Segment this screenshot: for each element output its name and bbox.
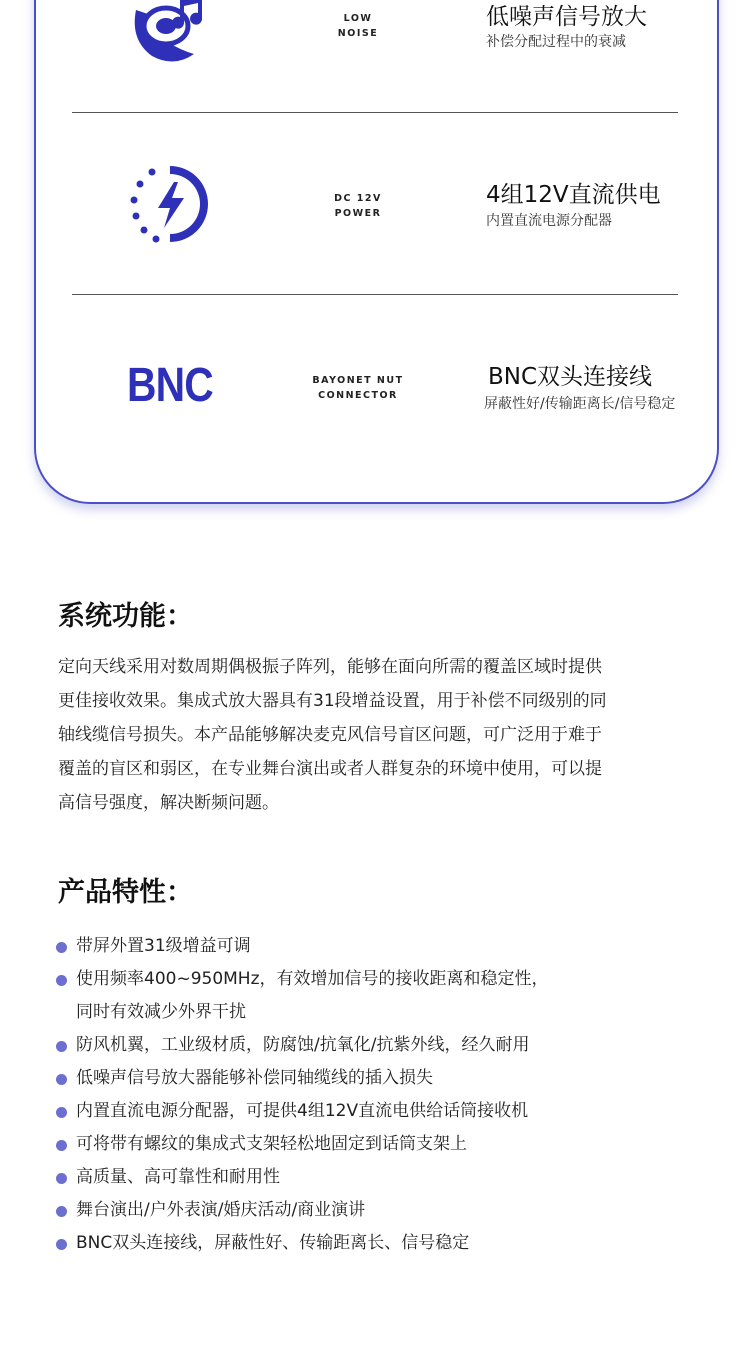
dc-power-label: [290, 191, 426, 221]
list-item: [56, 1227, 716, 1260]
list-item: [56, 1029, 716, 1062]
divider: [72, 294, 678, 295]
feature-text: BNC双头连接线，屏蔽性好、传输距离长、信号稳定: [76, 1233, 470, 1253]
feature-text: 带屏外置31级增益可调: [76, 936, 251, 956]
feature-text: 高质量、高可靠性和耐用性: [76, 1167, 280, 1187]
bullet-dot: [56, 1173, 67, 1184]
list-item: [56, 1062, 716, 1095]
feature-text: 舞台演出/户外表演/婚庆活动/商业演讲: [76, 1200, 366, 1220]
bullet-dot: [56, 1239, 67, 1250]
spec-title: 4组12V直流供电: [486, 182, 661, 208]
list-item: [56, 1128, 716, 1161]
paragraph-line: 更佳接收效果。集成式放大器具有31段增益设置，用于补偿不同级别的同: [58, 691, 607, 711]
bullet-dot: [56, 1107, 67, 1118]
feature-text: 低噪声信号放大器能够补偿同轴缆线的插入损失: [76, 1068, 433, 1088]
paragraph-line: 覆盖的盲区和弱区，在专业舞台演出或者人群复杂的环境中使用，可以提: [58, 759, 602, 779]
feature-text: 防风机翼，工业级材质，防腐蚀/抗氧化/抗紫外线，经久耐用: [76, 1035, 530, 1055]
list-item: [56, 1194, 716, 1227]
bullet-dot: [56, 975, 67, 986]
bullet-dot: [56, 1140, 67, 1151]
bullet-dot: [56, 942, 67, 953]
features-list: [56, 930, 716, 1260]
paragraph-line: 定向天线采用对数周期偶极振子阵列，能够在面向所需的覆盖区域时提供: [58, 657, 602, 677]
system-paragraph: [58, 650, 698, 820]
spec-subtitle: 补偿分配过程中的衰减: [486, 34, 626, 50]
feature-text: 可将带有螺纹的集成式支架轻松地固定到话筒支架上: [76, 1134, 467, 1154]
power-bolt-icon: [122, 156, 222, 256]
mid-line1: DC 12V: [334, 193, 382, 204]
list-item: [56, 963, 716, 996]
bnc-icon: BNC: [127, 359, 213, 412]
divider: [72, 112, 678, 113]
spec-subtitle: 屏蔽性好/传输距离长/信号稳定: [484, 396, 676, 412]
speaker-note-icon: [122, 0, 222, 70]
feature-text: 内置直流电源分配器，可提供4组12V直流电供给话筒接收机: [76, 1101, 529, 1121]
mid-line2: NOISE: [337, 28, 379, 39]
feature-text: 同时有效减少外界干扰: [76, 1002, 246, 1022]
paragraph-line: 高信号强度，解决断频问题。: [58, 793, 279, 813]
list-item: [56, 1095, 716, 1128]
spec-subtitle: 内置直流电源分配器: [486, 213, 612, 229]
mid-line2: POWER: [334, 208, 382, 219]
bullet-dot: [56, 1206, 67, 1217]
spec-title: BNC双头连接线: [488, 364, 653, 390]
system-heading: 系统功能：: [58, 601, 193, 632]
list-item-continuation: [56, 996, 716, 1029]
features-heading: 产品特性：: [58, 877, 193, 908]
low-noise-label: [290, 11, 426, 41]
bayonet-label: [290, 373, 426, 403]
spec-title: 低噪声信号放大: [486, 4, 647, 30]
bullet-dot: [56, 1074, 67, 1085]
paragraph-line: 轴线缆信号损失。本产品能够解决麦克风信号盲区问题，可广泛用于难于: [58, 725, 602, 745]
mid-line2: CONNECTOR: [318, 390, 398, 401]
list-item: [56, 930, 716, 963]
mid-line1: LOW: [343, 13, 373, 24]
mid-line1: BAYONET NUT: [312, 375, 404, 386]
feature-text: 使用频率400~950MHz，有效增加信号的接收距离和稳定性，: [76, 969, 549, 989]
bullet-dot: [56, 1041, 67, 1052]
list-item: [56, 1161, 716, 1194]
